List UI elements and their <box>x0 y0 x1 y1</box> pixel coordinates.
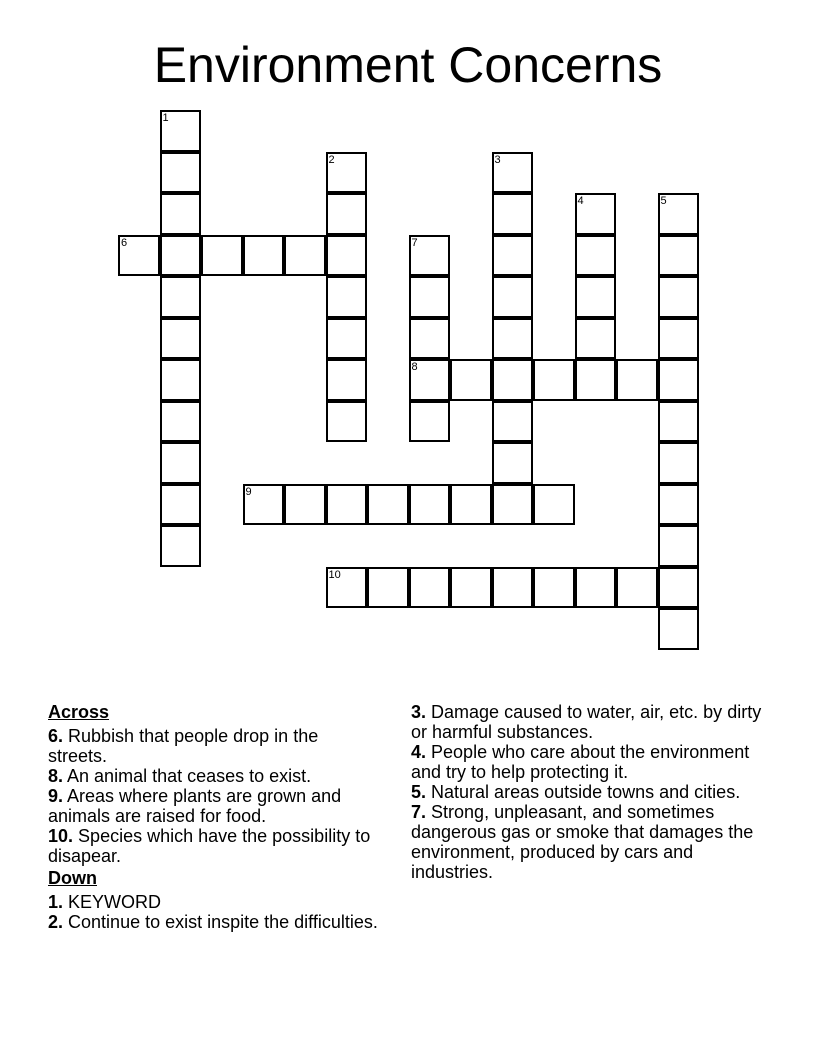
clue-down-7 <box>411 802 771 882</box>
grid-cell[interactable] <box>658 193 700 235</box>
clue-down-4 <box>411 742 771 782</box>
grid-cell[interactable] <box>616 359 658 401</box>
clue-across-10 <box>48 826 378 866</box>
clue-number-label: 9 <box>245 485 252 498</box>
grid-cell[interactable] <box>658 235 700 277</box>
grid-cell[interactable] <box>658 401 700 443</box>
clue-number: 5. <box>411 782 427 802</box>
grid-cell[interactable] <box>326 401 368 443</box>
down-heading: Down <box>48 868 97 888</box>
grid-cell[interactable] <box>575 567 617 609</box>
grid-cell[interactable] <box>409 276 451 318</box>
clue-number: 4. <box>411 742 427 762</box>
grid-cell[interactable] <box>492 359 534 401</box>
grid-cell[interactable] <box>409 235 451 277</box>
grid-cell[interactable] <box>492 318 534 360</box>
grid-cell[interactable] <box>243 484 285 526</box>
clue-text: Strong, unpleasant, and sometimes dangerous gas or smoke that damages the environment, produced by cars and industries. <box>411 802 754 882</box>
grid-cell[interactable] <box>575 318 617 360</box>
grid-cell[interactable] <box>450 567 492 609</box>
clue-text: Rubbish that people drop in the streets. <box>48 726 319 766</box>
across-heading: Across <box>48 702 110 722</box>
grid-cell[interactable] <box>658 359 700 401</box>
clue-number-label: 8 <box>411 361 418 373</box>
clue-down-5 <box>411 782 771 802</box>
clue-text: KEYWORD <box>68 892 162 912</box>
page-title: Environment Concerns <box>153 37 663 93</box>
grid-cell[interactable] <box>409 401 451 443</box>
grid-cell[interactable] <box>326 235 368 277</box>
grid-cell[interactable] <box>658 525 700 567</box>
grid-cell[interactable] <box>575 193 617 235</box>
grid-cell[interactable] <box>326 359 368 401</box>
grid-cell[interactable] <box>658 567 700 609</box>
grid-cell[interactable] <box>367 567 409 609</box>
clue-number-label: 3 <box>494 153 501 166</box>
clues-left-column <box>48 702 378 932</box>
clue-number: 7. <box>411 802 427 822</box>
across-clue-list <box>48 726 378 866</box>
grid-cell[interactable] <box>492 401 534 443</box>
clue-text: Continue to exist inspite the difficulties. <box>68 912 378 932</box>
clue-number: 6. <box>48 726 64 746</box>
grid-cell[interactable] <box>284 484 326 526</box>
clue-number-label: 7 <box>411 236 418 249</box>
grid-cell[interactable] <box>492 235 534 277</box>
grid-cell[interactable] <box>450 359 492 401</box>
grid-cell[interactable] <box>409 484 451 526</box>
grid-cell[interactable] <box>658 608 700 650</box>
grid-cell[interactable] <box>658 318 700 360</box>
grid-cell[interactable] <box>160 193 202 235</box>
clue-number-label: 6 <box>121 236 128 249</box>
clue-text: People who care about the environment and try to help protecting it. <box>411 742 750 782</box>
grid-cell[interactable] <box>575 359 617 401</box>
grid-cell[interactable] <box>160 235 202 277</box>
clue-number: 3. <box>411 702 427 722</box>
grid-cell[interactable] <box>118 235 160 277</box>
grid-cell[interactable] <box>243 235 285 277</box>
grid-cell[interactable] <box>409 359 451 401</box>
grid-cell[interactable] <box>160 359 202 401</box>
clue-across-8 <box>48 766 378 786</box>
grid-cell[interactable] <box>575 276 617 318</box>
clue-text: Species which have the possibility to disapear. <box>48 826 371 866</box>
clues-right-column <box>411 702 771 882</box>
grid-cell[interactable] <box>201 235 243 277</box>
grid-cell[interactable] <box>160 318 202 360</box>
grid-cell[interactable] <box>326 567 368 609</box>
clue-number-label: 2 <box>328 153 335 166</box>
grid-cell[interactable] <box>492 567 534 609</box>
grid-cell[interactable] <box>533 484 575 526</box>
grid-cell[interactable] <box>492 484 534 526</box>
clue-number-label: 4 <box>577 195 584 207</box>
grid-cell[interactable] <box>160 152 202 194</box>
grid-cell[interactable] <box>658 484 700 526</box>
grid-cell[interactable] <box>409 318 451 360</box>
grid-cell[interactable] <box>160 276 202 318</box>
grid-cell[interactable] <box>492 442 534 484</box>
clue-number: 9. <box>48 786 64 806</box>
clue-down-3 <box>411 702 771 742</box>
grid-cell[interactable] <box>533 567 575 609</box>
grid-cell[interactable] <box>492 193 534 235</box>
clue-number-label: 10 <box>328 568 341 581</box>
grid-cell[interactable] <box>326 193 368 235</box>
clue-across-9 <box>48 786 378 826</box>
clue-text: Areas where plants are grown and animals are raised for food. <box>48 786 342 826</box>
grid-cell[interactable] <box>326 152 368 194</box>
grid-cell[interactable] <box>409 567 451 609</box>
grid-cell[interactable] <box>160 525 202 567</box>
grid-cell[interactable] <box>492 152 534 194</box>
clue-number: 10. <box>48 826 74 846</box>
clue-text: Damage caused to water, air, etc. by dirty or harmful substances. <box>411 702 762 742</box>
grid-cell[interactable] <box>492 276 534 318</box>
clue-number-label: 5 <box>660 195 667 207</box>
clue-text: Natural areas outside towns and cities. <box>431 782 741 802</box>
clue-across-6 <box>48 726 378 766</box>
clue-down-1 <box>48 892 378 912</box>
down-clue-list-left <box>48 892 378 932</box>
grid-cell[interactable] <box>326 318 368 360</box>
grid-cell[interactable] <box>326 276 368 318</box>
grid-cell[interactable] <box>658 276 700 318</box>
grid-cell[interactable] <box>284 235 326 277</box>
clue-number: 2. <box>48 912 64 932</box>
clue-text: An animal that ceases to exist. <box>67 766 312 786</box>
grid-cell[interactable] <box>575 235 617 277</box>
grid-cell[interactable] <box>450 484 492 526</box>
grid-cell[interactable] <box>160 442 202 484</box>
clue-number-label: 1 <box>162 112 169 124</box>
grid-cell[interactable] <box>160 484 202 526</box>
grid-cell[interactable] <box>326 484 368 526</box>
grid-cell[interactable] <box>160 110 202 152</box>
clue-down-2 <box>48 912 378 932</box>
clue-number: 8. <box>48 766 64 786</box>
clue-number: 1. <box>48 892 64 912</box>
grid-cell[interactable] <box>616 567 658 609</box>
grid-cell[interactable] <box>160 401 202 443</box>
grid-cell[interactable] <box>533 359 575 401</box>
grid-cell[interactable] <box>367 484 409 526</box>
grid-cell[interactable] <box>658 442 700 484</box>
